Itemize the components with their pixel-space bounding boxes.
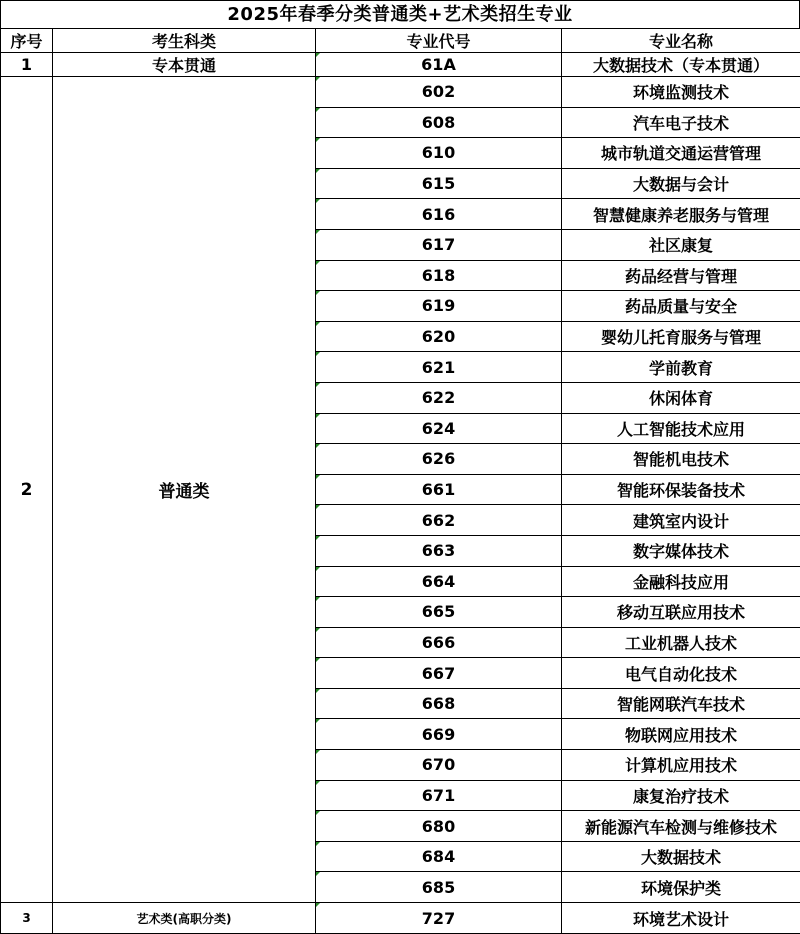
header-name: 专业名称 [562, 29, 800, 53]
name-cell: 婴幼儿托育服务与管理 [562, 321, 800, 352]
code-cell: 668 [316, 688, 562, 719]
code-cell: 664 [316, 566, 562, 597]
name-cell: 药品经营与管理 [562, 260, 800, 291]
name-cell: 智能环保装备技术 [562, 474, 800, 505]
name-cell: 智能机电技术 [562, 444, 800, 475]
majors-table [0, 28, 800, 934]
code-cell: 663 [316, 535, 562, 566]
code-cell: 618 [316, 260, 562, 291]
name-cell: 环境监测技术 [562, 77, 800, 108]
name-cell: 移动互联应用技术 [562, 597, 800, 628]
name-cell: 大数据技术 [562, 841, 800, 872]
name-cell: 社区康复 [562, 229, 800, 260]
code-cell: 680 [316, 811, 562, 842]
name-cell: 数字媒体技术 [562, 535, 800, 566]
name-cell: 金融科技应用 [562, 566, 800, 597]
header-code: 专业代号 [316, 29, 562, 53]
code-cell: 622 [316, 382, 562, 413]
name-cell: 环境艺术设计 [562, 903, 800, 934]
code-cell: 662 [316, 505, 562, 536]
name-cell: 工业机器人技术 [562, 627, 800, 658]
table-row [1, 53, 800, 77]
sheet-title: 2025年春季分类普通类+艺术类招生专业 [0, 0, 800, 28]
header-seq: 序号 [1, 29, 53, 53]
seq-cell: 1 [1, 53, 53, 77]
seq-cell: 3 [1, 903, 53, 934]
name-cell: 药品质量与安全 [562, 291, 800, 322]
code-cell: 667 [316, 658, 562, 689]
name-cell: 城市轨道交通运营管理 [562, 138, 800, 169]
name-cell: 汽车电子技术 [562, 107, 800, 138]
code-cell: 602 [316, 77, 562, 108]
category-cell: 艺术类(高职分类) [53, 903, 316, 934]
category-cell: 专本贯通 [53, 53, 316, 77]
code-cell: 610 [316, 138, 562, 169]
name-cell: 康复治疗技术 [562, 780, 800, 811]
name-cell: 大数据技术（专本贯通） [562, 53, 800, 77]
code-cell: 616 [316, 199, 562, 230]
code-cell: 685 [316, 872, 562, 903]
name-cell: 休闲体育 [562, 382, 800, 413]
code-cell: 620 [316, 321, 562, 352]
code-cell: 61A [316, 53, 562, 77]
code-cell: 621 [316, 352, 562, 383]
table-row [1, 903, 800, 934]
name-cell: 环境保护类 [562, 872, 800, 903]
code-cell: 626 [316, 444, 562, 475]
name-cell: 智能网联汽车技术 [562, 688, 800, 719]
name-cell: 智慧健康养老服务与管理 [562, 199, 800, 230]
header-row [1, 29, 800, 53]
name-cell: 建筑室内设计 [562, 505, 800, 536]
name-cell: 计算机应用技术 [562, 750, 800, 781]
code-cell: 617 [316, 229, 562, 260]
code-cell: 671 [316, 780, 562, 811]
code-cell: 624 [316, 413, 562, 444]
name-cell: 学前教育 [562, 352, 800, 383]
code-cell: 669 [316, 719, 562, 750]
name-cell: 物联网应用技术 [562, 719, 800, 750]
code-cell: 619 [316, 291, 562, 322]
table-row [1, 77, 800, 108]
category-cell: 普通类 [53, 77, 316, 903]
code-cell: 727 [316, 903, 562, 934]
name-cell: 电气自动化技术 [562, 658, 800, 689]
code-cell: 608 [316, 107, 562, 138]
code-cell: 666 [316, 627, 562, 658]
code-cell: 661 [316, 474, 562, 505]
code-cell: 665 [316, 597, 562, 628]
name-cell: 大数据与会计 [562, 168, 800, 199]
seq-cell: 2 [1, 77, 53, 903]
header-category: 考生科类 [53, 29, 316, 53]
name-cell: 人工智能技术应用 [562, 413, 800, 444]
code-cell: 684 [316, 841, 562, 872]
name-cell: 新能源汽车检测与维修技术 [562, 811, 800, 842]
code-cell: 670 [316, 750, 562, 781]
code-cell: 615 [316, 168, 562, 199]
